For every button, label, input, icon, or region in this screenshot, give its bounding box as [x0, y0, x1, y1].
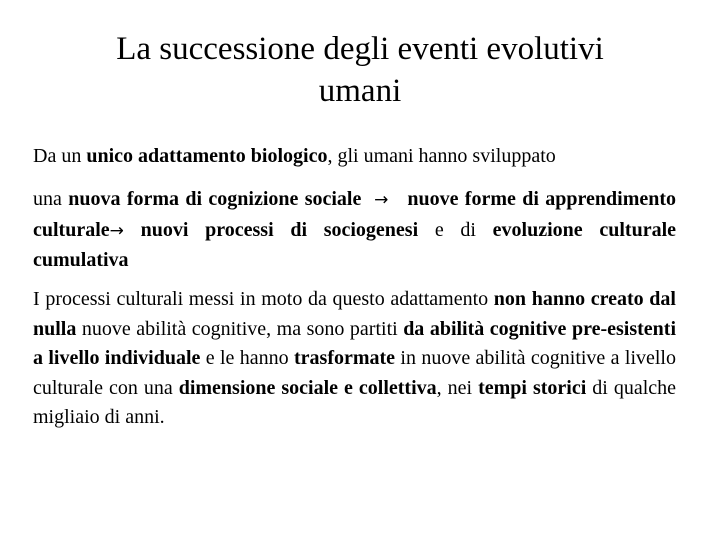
p3-text-g: di qualche migliaio di anni. — [33, 376, 677, 428]
p3-bold-2: da abilità cognitive pre-esistenti a livello individuale — [33, 317, 676, 369]
paragraph-1 — [33, 142, 676, 172]
p3-bold-4: dimensione sociale e collettiva — [178, 376, 437, 399]
p3-bold-5: tempi storici — [478, 376, 587, 399]
p2-bold-3: nuovi processi di sociogenesi — [140, 218, 419, 241]
p1-bold-1: unico adattamento biologico — [86, 145, 328, 167]
paragraph-2 — [33, 185, 676, 276]
slide-title-line2: umani — [318, 73, 402, 109]
slide-title — [40, 28, 680, 112]
p3-text-f: , nei — [436, 376, 479, 399]
arrow-right-icon-2: → — [109, 220, 124, 241]
slide-title-line1: La successione degli eventi evolutivi — [116, 31, 604, 67]
p3-text-d: e le hanno — [200, 347, 294, 369]
p2-bold-1: nuova forma di cognizione sociale — [68, 188, 362, 210]
arrow-right-icon-1: → — [374, 190, 389, 210]
p3-text-a: I processi culturali messi in moto da questo adattamento — [33, 288, 494, 310]
p2-text-c: e di — [418, 218, 493, 241]
p3-bold-3: trasformate — [294, 347, 396, 369]
p2-text-a: una — [33, 188, 69, 210]
p2-bold-4: evoluzione culturale cumulativa — [33, 218, 677, 271]
p1-text-c: , gli umani hanno sviluppato — [327, 145, 556, 167]
p3-text-c: nuove abilità cognitive, ma sono partiti — [76, 317, 404, 340]
p2-bold-2: nuove forme di apprendimento culturale — [33, 188, 677, 241]
p3-text-e: in nuove abilità cognitive a livello culturale con una — [33, 347, 676, 399]
p1-text-a: Da un — [33, 145, 87, 167]
p3-bold-1: non hanno creato dal nulla — [33, 288, 676, 340]
paragraph-3 — [33, 285, 676, 433]
